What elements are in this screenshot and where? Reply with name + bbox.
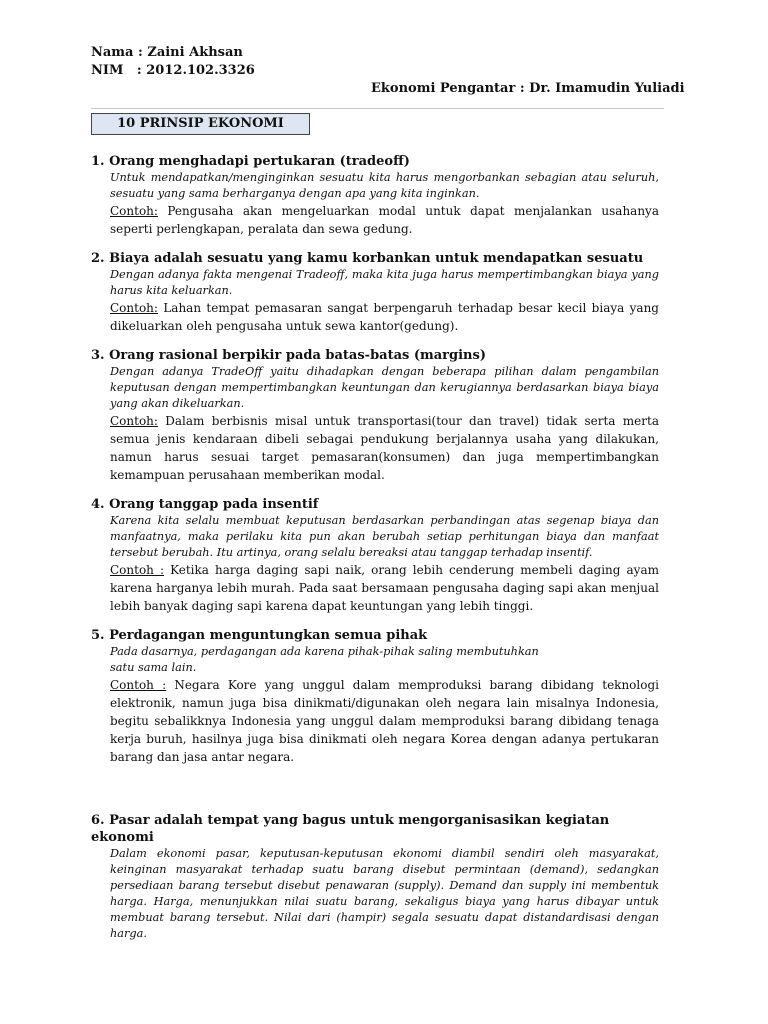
principle-example [110, 202, 659, 238]
principle-title: 5. Perdagangan menguntungkan semua pihak [91, 628, 428, 643]
principle-6 [91, 812, 659, 942]
section-title: 10 PRINSIP EKONOMI [91, 113, 310, 135]
example-label: Contoh: [110, 301, 158, 315]
principle-definition: Dalam ekonomi pasar, keputusan-keputusan ekonomi diambil sendiri oleh masyarakat, keinginan masyarakat terhadap suatu barang disebut permintaan (demand), sedangkan persediaan barang tersebut disebut penawaran (supply). Demand dan supply ini membentuk harga. Harga, menunjukkan nilai suatu barang, sekaligus biaya yang harus dibayar untuk membuat barang tersebut. Nilai dari (hampir) segala sesuatu dapat distandardisasi dengan harga. [110, 847, 659, 940]
header-divider [91, 108, 664, 109]
principle-definition-line: satu sama lain. [110, 661, 197, 674]
principles-list [91, 153, 659, 942]
principle-definition: Untuk mendapatkan/menginginkan sesuatu kita harus mengorbankan sebagian atau seluruh, sesuatu yang sama berharganya dengan apa yang kita inginkan. [110, 171, 659, 200]
principle-title: 4. Orang tanggap pada insentif [91, 497, 319, 512]
example-text: Ketika harga daging sapi naik, orang lebih cenderung membeli daging ayam karena harganya lebih murah. Pada saat bersamaan pengusaha daging sapi akan menjual lebih banyak daging sapi karena dapat keuntungan yang lebih tinggi. [110, 563, 659, 613]
principle-title: 1. Orang menghadapi pertukaran (tradeoff) [91, 154, 410, 169]
principle-2 [91, 250, 659, 335]
principle-example [110, 412, 659, 484]
course-lecturer: Ekonomi Pengantar : Dr. Imamudin Yuliadi [371, 81, 685, 96]
example-text: Dalam berbisnis misal untuk transportasi(tour dan travel) tidak serta merta semua jenis kendaraan dibeli sebagai pendukung berjalannya usaha yang dilakukan, namun harus sesuai target pemasaran(konsumen) dan juga mempertimbangkan kemampuan perusahaan memberikan modal. [110, 414, 659, 482]
principle-example [110, 561, 659, 615]
principle-1 [91, 153, 659, 238]
principle-title: 2. Biaya adalah sesuatu yang kamu korbankan untuk mendapatkan sesuatu [91, 251, 644, 266]
principle-definition: Karena kita selalu membuat keputusan berdasarkan perbandingan atas segenap biaya dan manfaatnya, maka perilaku kita pun akan berubah setiap perhitungan biaya dan manfaat tersebut berubah. Itu artinya, orang selalu bereaksi atau tanggap terhadap insentif. [110, 514, 659, 559]
principle-definition: Dengan adanya TradeOff yaitu dihadapkan dengan beberapa pilihan dalam pengambilan keputusan dengan mempertimbangkan keuntungan dan kerugiannya berdasarkan biaya biaya yang akan dikeluarkan. [110, 365, 659, 410]
example-label: Contoh : [110, 563, 165, 577]
document-header [91, 44, 685, 96]
example-label: Contoh: [110, 204, 158, 218]
student-nim: NIM : 2012.102.3326 [91, 63, 255, 78]
example-text: Lahan tempat pemasaran sangat berpengaruh terhadap besar kecil biaya yang dikeluarkan oleh pengusaha untuk sewa kantor(gedung). [110, 301, 659, 333]
principle-definition: Dengan adanya fakta mengenai Tradeoff, maka kita juga harus mempertimbangkan biaya yang harus kita keluarkan. [110, 268, 659, 297]
principle-title: 6. Pasar adalah tempat yang bagus untuk mengorganisasikan kegiatan ekonomi [91, 813, 610, 845]
principle-example [110, 676, 659, 766]
example-label: Contoh : [110, 678, 167, 692]
example-text: Pengusaha akan mengeluarkan modal untuk dapat menjalankan usahanya seperti perlengkapan, peralata dan sewa gedung. [110, 204, 659, 236]
principle-example [110, 299, 659, 335]
principle-5 [91, 627, 659, 766]
principle-title: 3. Orang rasional berpikir pada batas-batas (margins) [91, 348, 486, 363]
principle-definition-line: Pada dasarnya, perdagangan ada karena pihak-pihak saling membutuhkan [110, 645, 539, 658]
example-label: Contoh: [110, 414, 158, 428]
principle-3 [91, 347, 659, 484]
example-text: Negara Kore yang unggul dalam memproduksi barang dibidang teknologi elektronik, namun juga bisa dinikmati/digunakan oleh negara lain misalnya Indonesia, begitu sebalikknya Indonesia yang unggul dalam memproduksi barang dibidang tenaga kerja buruh, hasilnya juga bisa dinikmati oleh negara Korea dengan adanya pertukaran barang dan jasa antar negara. [110, 678, 659, 764]
student-name: Nama : Zaini Akhsan [91, 45, 243, 60]
principle-4 [91, 496, 659, 615]
